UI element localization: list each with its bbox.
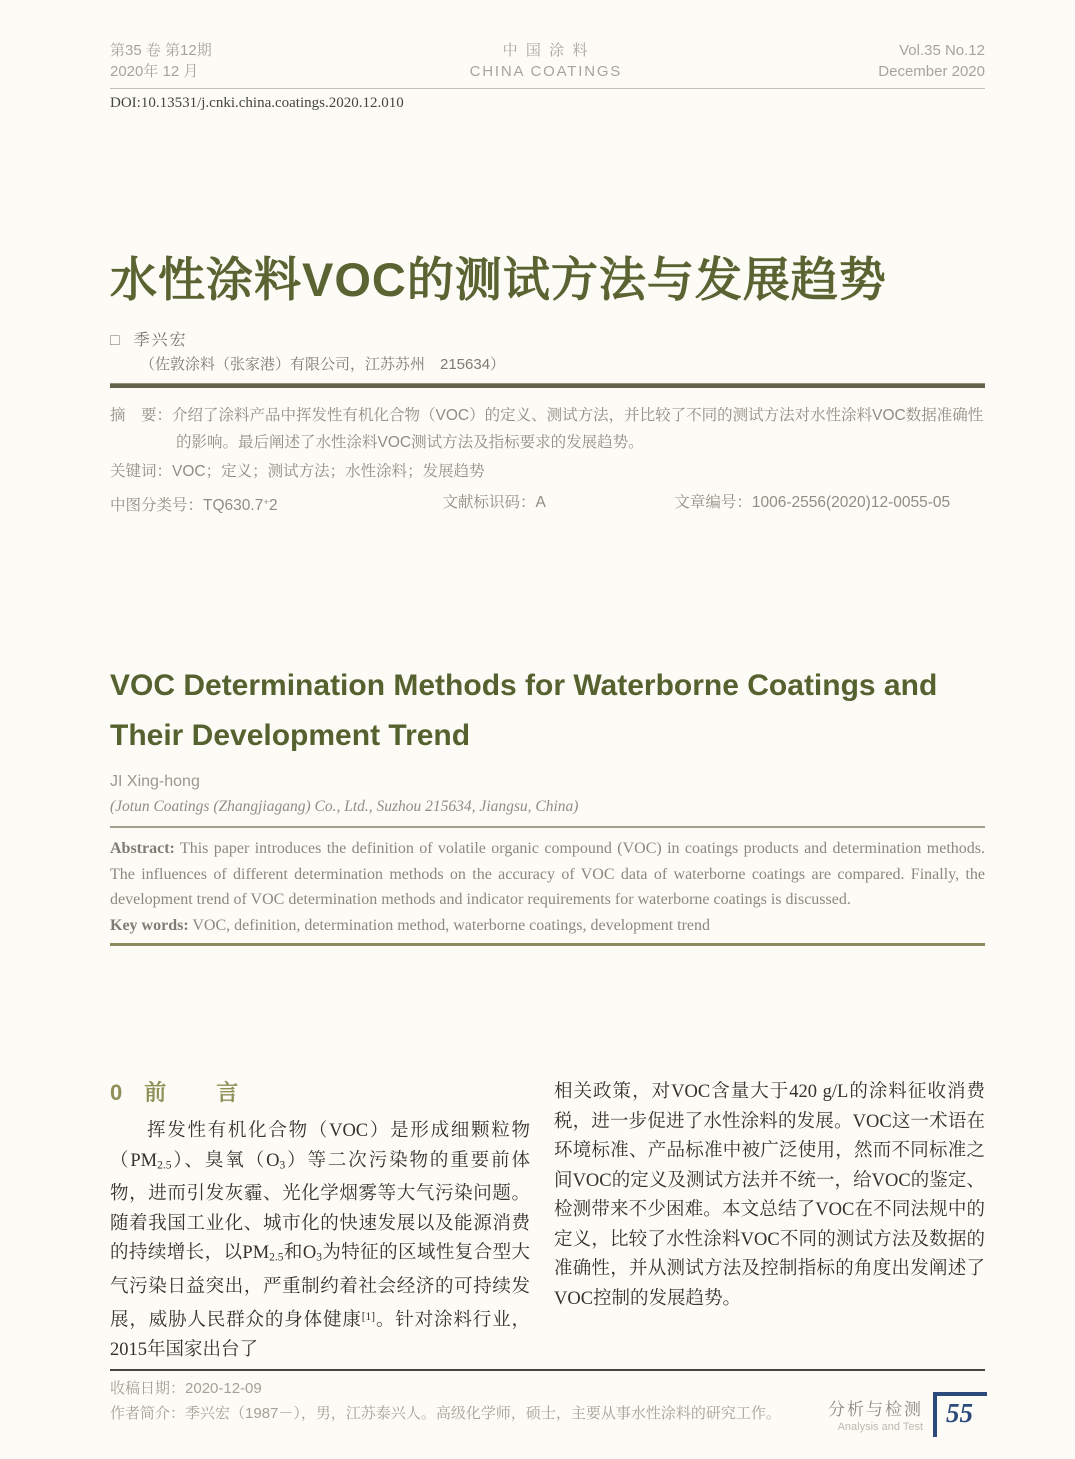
page-footer — [828, 1392, 987, 1437]
author-marker-icon: □ — [110, 332, 120, 349]
author-bio-line: 作者简介：季兴宏（1987－），男，江苏泰兴人。高级化学师，硕士，主要从事水性涂料的研究工作。 — [110, 1405, 781, 1423]
doi-line: DOI:10.13531/j.cnki.china.coatings.2020.12.010 — [110, 95, 404, 111]
intro-left-column — [110, 1078, 530, 1365]
classification-row — [110, 489, 985, 515]
intro-paragraph-left: 挥发性有机化合物（VOC）是形成细颗粒物$(PM_{2.5})$、臭氧$(O_3)$等二次污染物的重要前体物，进而引发灰霾、光化学烟雾等大气污染问题。随着我国工业化、城市化的快速发展以及能源消费的持续增长，以$PM_{2.5}$和$O_3$为特征的区域性复合型大气污染日益突出，严重制约着社会经济的可持续发展，威胁人民群众的身体健康[1]。针对涂料行业，2015年国家出台了 — [110, 1121, 530, 1360]
date-zh: 2020年 12 月 — [110, 63, 199, 80]
volume-issue-zh: 第35 卷 第12期 — [110, 42, 212, 59]
abstract-zh — [110, 402, 985, 456]
section-title: 前 言 — [144, 1080, 253, 1105]
affiliation-zh: （佐敦涂料（张家港）有限公司，江苏苏州 215634） — [140, 356, 506, 373]
date-en: December 2020 — [878, 63, 985, 80]
keywords-en — [110, 913, 985, 939]
author-name-en: JI Xing-hong — [110, 773, 200, 790]
article-title-en: VOC Determination Methods for Waterborne Coatings and Their Development Trend — [110, 669, 938, 752]
abstract-en-text: This paper introduces the definition of volatile organic compound (VOC) in coatings products and determination methods. The influences of different determination methods on the accuracy of VOC data of waterborne coatings are compared. Finally, the development trend of VOC determination methods and indicator requirements for waterborne coatings is discussed. — [110, 840, 985, 908]
document-code: 文献标识码：A — [442, 494, 546, 511]
keywords-en-label: Key words: — [110, 916, 189, 934]
abstract-zh-text: 介绍了涂料产品中挥发性有机化合物（VOC）的定义、测试方法，并比较了不同的测试方法对水性涂料VOC数据准确性的影响。最后阐述了水性涂料VOC测试方法及指标要求的发展趋势。 — [172, 407, 984, 451]
author-name-zh: 季兴宏 — [133, 332, 188, 349]
received-date-line: 收稿日期：2020-12-09 — [110, 1380, 262, 1398]
abstract-zh-block — [110, 402, 985, 515]
article-id: 文章编号：1006-2556(2020)12-0055-05 — [674, 494, 951, 511]
title-divider — [110, 383, 985, 388]
english-title-divider — [110, 826, 985, 828]
abstract-divider — [110, 943, 985, 946]
journal-name — [470, 40, 621, 82]
keywords-zh-text: VOC；定义；测试方法；水性涂料；发展趋势 — [172, 463, 485, 480]
author-line-zh — [110, 331, 985, 351]
section-heading — [110, 1078, 530, 1108]
abstract-zh-label: 摘 要： — [110, 407, 173, 424]
intro-columns — [110, 1078, 985, 1365]
section-number: 0 — [110, 1080, 123, 1105]
keywords-zh-label: 关键词： — [110, 463, 173, 480]
journal-name-zh: 中国涂料 — [502, 42, 596, 59]
abstract-en — [110, 836, 985, 913]
journal-header — [110, 40, 985, 82]
header-divider — [110, 88, 985, 89]
footnote-divider — [110, 1369, 985, 1371]
header-issue-info — [110, 40, 212, 82]
page-number: 55 — [933, 1392, 987, 1437]
affiliation-en: (Jotun Coatings (Zhangjiagang) Co., Ltd., Suzhou 215634, Jiangsu, China) — [110, 798, 579, 815]
section-column-label — [828, 1392, 923, 1435]
abstract-en-label: Abstract: — [110, 840, 175, 857]
journal-name-en: CHINA COATINGS — [469, 63, 623, 80]
intro-paragraph-right: 相关政策，对VOC含量大于420 g/L的涂料征收消费税，进一步促进了水性涂料的发展。VOC这一术语在环境标准、产品标准中被广泛使用，然而不同标准之间VOC的定义及测试方法并不统一，给VOC的鉴定、检测带来不少困难。本文总结了VOC在不同法规中的定义，比较了水性涂料VOC不同的测试方法及数据的准确性，并从测试方法及控制指标的角度出发阐述了VOC控制的发展趋势。 — [554, 1082, 985, 1309]
volume-issue-en: Vol.35 No.12 — [899, 42, 985, 59]
intro-right-column — [554, 1078, 985, 1365]
section-label-zh: 分析与检测 — [828, 1400, 923, 1419]
clc-number: 中图分类号：TQ630.7+2 — [110, 496, 278, 514]
article-title-zh: 水性涂料VOC的测试方法与发展趋势 — [110, 253, 887, 306]
keywords-en-text: VOC, definition, determination method, waterborne coatings, development trend — [188, 916, 711, 934]
section-label-en: Analysis and Test — [837, 1421, 923, 1433]
abstract-en-block — [110, 836, 985, 938]
header-volume-info — [878, 40, 985, 82]
keywords-zh — [110, 458, 985, 485]
